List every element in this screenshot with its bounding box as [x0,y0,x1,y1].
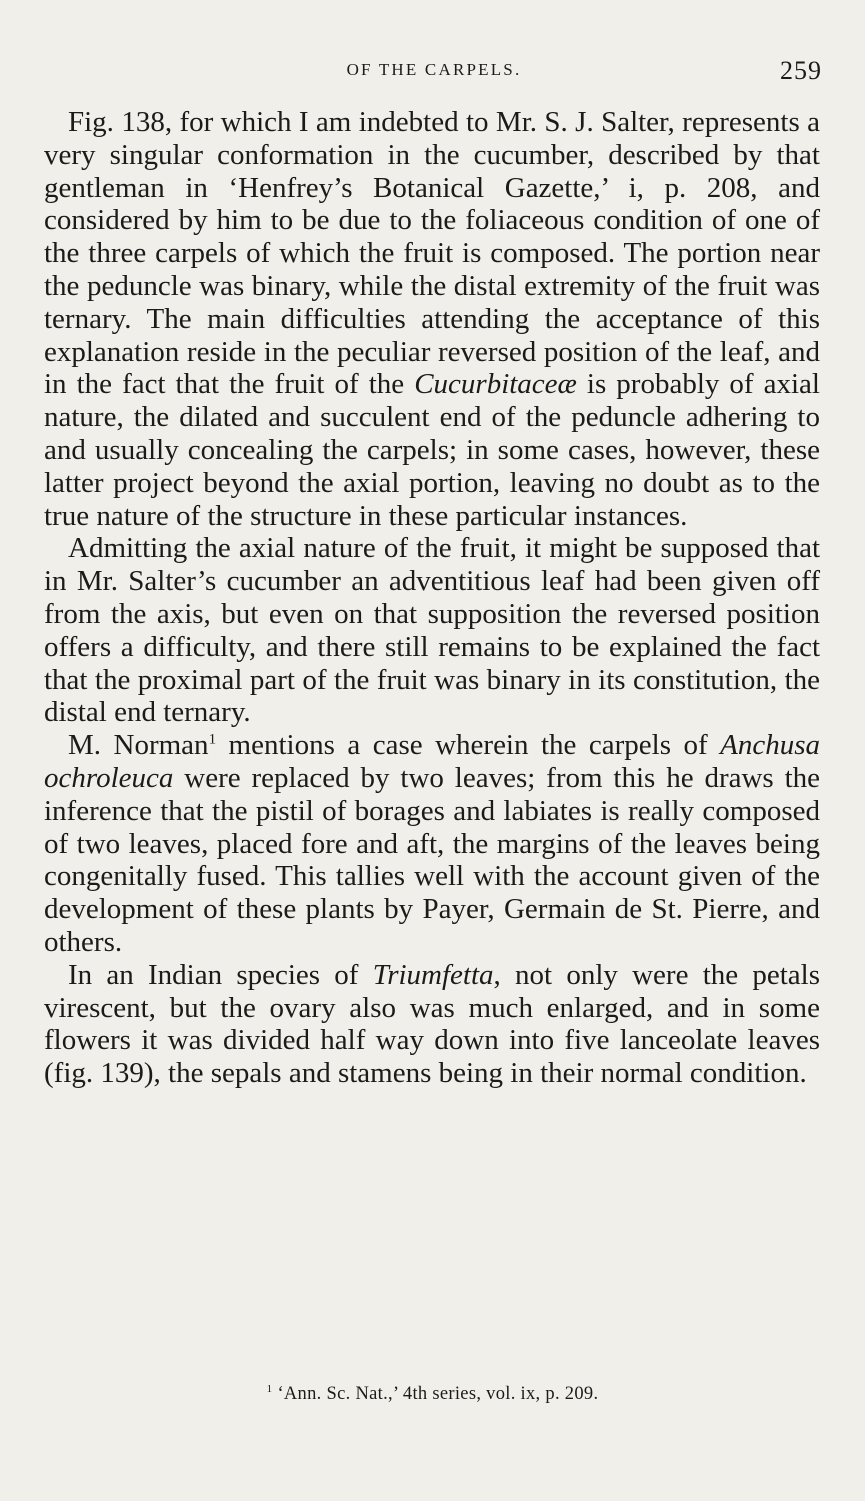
text-run: Fig. 138, for which I am indebted to Mr. S. J. Salter, represents a very singular conformation in the cucumber, described by that gentleman in ‘Henfrey’s Botanical Gazette,’ i, p. 208, and considered by him to be due to the foliaceous condition of one of the three carpels of which the fruit is composed. The portion near the peduncle was binary, while the distal extremity of the fruit was ternary. The main difficulties attending the acceptance of this explanation reside in the peculiar reversed position of the leaf, and in the fact that the fruit of the [44,106,820,401]
paragraph [44,729,820,959]
page-number: 259 [780,56,822,85]
italic-term: Triumfetta [372,958,494,991]
footnote-text: ‘Ann. Sc. Nat.,’ 4th series, vol. ix, p. 209. [277,1384,599,1404]
footnote-reference: 1 [208,731,217,748]
running-head [42,56,826,86]
running-title: OF THE CARPELS. [346,60,522,79]
text-run: , not only were the petals virescent, but the ovary also was much enlarged, and in some flowers it was divided half way down into five lanceolate leaves (fig. 139), the sepals and stamens being in their normal condition. [44,958,820,1090]
text-run: In an Indian species of [68,958,373,991]
text-run: M. Norman [68,729,209,762]
italic-term: Cucurbitaceæ [414,368,577,401]
footnote [0,1384,865,1405]
text-run: mentions a case wherein the carpels of [216,729,721,762]
body-text [44,106,820,1090]
text-run: Admitting the axial nature of the fruit, it might be supposed that in Mr. Salter’s cucumber an adventitious leaf had been given off from the axis, but even on that supposition the reversed position offers a difficulty, and there still remains to be explained the fact that the proximal part of the fruit was binary in its constitution, the distal end ternary. [44,532,820,729]
text-run: is probably of axial nature, the dilated and succulent end of the peduncle adhering to and usually concealing the carpels; in some cases, however, these latter project beyond the axial portion, leaving no doubt as to the true nature of the structure in these particular instances. [44,368,820,532]
paragraph [44,959,820,1090]
italic-term: Anchusa ochroleuca [44,729,821,794]
text-run: were replaced by two leaves; from this he draws the inference that the pistil of borages and labiates is really composed of two leaves, placed fore and aft, the margins of the leaves being congenitally fused. This tallies well with the account given of the development of these plants by Payer, Germain de St. Pierre, and others. [44,761,820,958]
paragraph [44,532,820,729]
footnote-marker: 1 [266,1382,273,1395]
paragraph [44,106,820,532]
